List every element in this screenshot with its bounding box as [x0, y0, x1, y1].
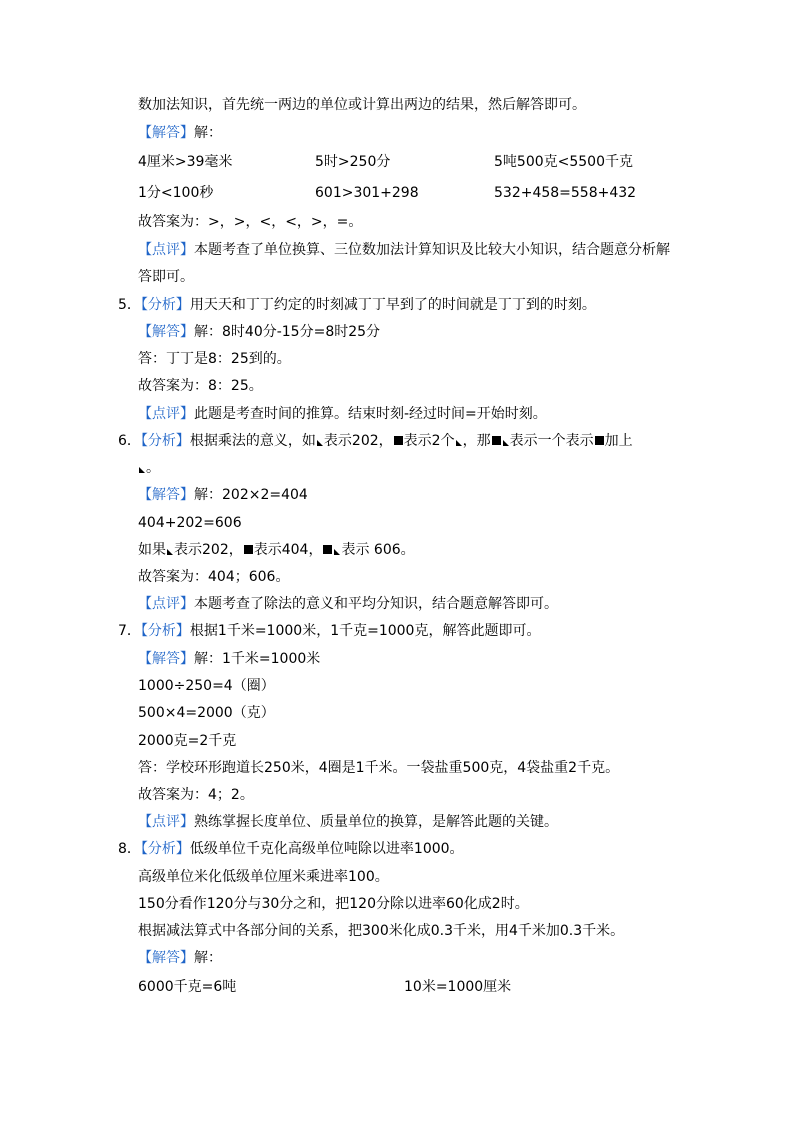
answer-text: 解： — [194, 125, 222, 141]
comment-tag: 【点评】 — [138, 242, 194, 258]
p7-analysis-line — [118, 622, 540, 640]
comment-tag: 【点评】 — [138, 596, 194, 612]
p6-line3 — [138, 541, 415, 559]
answer-text: 解： — [194, 950, 222, 966]
p5-analysis-line — [118, 296, 596, 314]
analysis-tag: 【分析】 — [140, 297, 190, 313]
problem-number: 7． — [118, 623, 141, 639]
triangle-icon — [167, 549, 173, 555]
comment-text: 熟练掌握长度单位、质量单位的换算，是解答此题的关键。 — [194, 814, 558, 830]
text: 如果 — [138, 542, 166, 558]
p4-comment-cont: 答即可。 — [138, 269, 194, 285]
p5-comment-line — [138, 405, 547, 423]
p8-row1-c1: 6000千克=6吨 — [138, 979, 237, 995]
analysis-tag: 【分析】 — [140, 623, 190, 639]
comment-text: 本题考查了除法的意义和平均分知识，结合题意解答即可。 — [194, 596, 558, 612]
answer-tag: 【解答】 — [138, 950, 194, 966]
p6-answer-line — [138, 486, 308, 504]
p4-final: 故答案为：>，>，<，<，>，=。 — [138, 214, 363, 230]
square-icon — [323, 545, 332, 554]
p8-analysis-line — [118, 840, 464, 858]
problem-number: 8． — [118, 841, 141, 857]
p4-intro-tail: 数加法知识，首先统一两边的单位或计算出两边的结果，然后解答即可。 — [138, 97, 586, 113]
square-icon — [244, 545, 253, 554]
p7-line2: 500×4=2000（克） — [138, 705, 275, 721]
square-icon — [394, 436, 403, 445]
answer-tag: 【解答】 — [138, 324, 194, 340]
p5-final: 故答案为：8：25。 — [138, 378, 263, 394]
analysis-tag: 【分析】 — [140, 433, 190, 449]
analysis-text: 。 — [146, 460, 160, 476]
p8-answer-line — [138, 949, 222, 967]
triangle-icon — [317, 440, 323, 446]
p8-line1: 高级单位米化低级单位厘米乘进率100。 — [138, 869, 389, 885]
p6-analysis-cont — [138, 459, 160, 477]
triangle-icon — [456, 440, 462, 446]
triangle-icon — [139, 467, 145, 473]
analysis-text: 表示202， — [323, 433, 393, 449]
answer-tag: 【解答】 — [138, 125, 194, 141]
analysis-text: 根据1千米=1000米，1千克=1000克，解答此题即可。 — [189, 623, 541, 639]
p4-comment-line — [138, 241, 670, 259]
p6-comment-line — [138, 595, 558, 613]
problem-number: 5． — [118, 297, 141, 313]
p6-line2: 404+202=606 — [138, 515, 242, 531]
p7-line1: 1000÷250=4（圈） — [138, 678, 275, 694]
answer-tag: 【解答】 — [138, 651, 194, 667]
p7-line3: 2000克=2千克 — [138, 733, 237, 749]
p5-answer-line — [138, 323, 380, 341]
triangle-icon — [503, 440, 509, 446]
p5-reply: 答：丁丁是8：25到的。 — [138, 351, 291, 367]
text: 表示202， — [174, 542, 243, 558]
analysis-text: 表示一个表示 — [509, 433, 594, 449]
p8-line2: 150分看作120分与30分之和，把120分除以进率60化成2时。 — [138, 896, 529, 912]
p4-row2-c2: 601>301+298 — [315, 185, 419, 201]
analysis-tag: 【分析】 — [140, 841, 190, 857]
p6-analysis-line — [118, 432, 633, 450]
analysis-text: 表示2个 — [403, 433, 455, 449]
text: 表示 606。 — [341, 542, 415, 558]
text: 表示404， — [253, 542, 323, 558]
square-icon — [492, 436, 501, 445]
triangle-icon — [334, 549, 340, 555]
analysis-text: 根据乘法的意义，如 — [189, 433, 316, 449]
p7-final: 故答案为：4；2。 — [138, 787, 254, 803]
answer-tag: 【解答】 — [138, 487, 194, 503]
analysis-text: 低级单位千克化高级单位吨除以进率1000。 — [189, 841, 464, 857]
analysis-text: 用天天和丁丁约定的时刻减丁丁早到了的时间就是丁丁到的时刻。 — [189, 297, 596, 313]
comment-tag: 【点评】 — [138, 406, 194, 422]
p4-row2-c1: 1分<100秒 — [138, 185, 214, 201]
analysis-text: 加上 — [604, 433, 633, 449]
problem-number: 6． — [118, 433, 141, 449]
comment-text: 此题是考查时间的推算。结束时刻-经过时间=开始时刻。 — [194, 406, 547, 422]
p7-comment-line — [138, 813, 558, 831]
p4-row2-c3: 532+458=558+432 — [494, 185, 637, 201]
analysis-text: ，那 — [462, 433, 491, 449]
p4-row1-c2: 5时>250分 — [315, 154, 391, 170]
p4-answer-line — [138, 124, 222, 142]
p4-row1-c1: 4厘米>39毫米 — [138, 154, 233, 170]
comment-text: 本题考查了单位换算、三位数加法计算知识及比较大小知识，结合题意分析解 — [194, 242, 670, 258]
p8-row1-c2: 10米=1000厘米 — [404, 979, 512, 995]
p6-final: 故答案为：404；606。 — [138, 569, 290, 585]
square-icon — [595, 436, 604, 445]
p7-answer-line — [138, 650, 320, 668]
comment-tag: 【点评】 — [138, 814, 194, 830]
p8-line3: 根据减法算式中各部分间的关系，把300米化成0.3千米，用4千米加0.3千米。 — [138, 923, 625, 939]
answer-text: 解：1千米=1000米 — [194, 651, 321, 667]
p4-row1-c3: 5吨500克<5500千克 — [494, 154, 633, 170]
answer-text: 解：202×2=404 — [194, 487, 308, 503]
answer-text: 解：8时40分-15分=8时25分 — [194, 324, 381, 340]
p7-reply: 答：学校环形跑道长250米，4圈是1千米。一袋盐重500克，4袋盐重2千克。 — [138, 760, 620, 776]
